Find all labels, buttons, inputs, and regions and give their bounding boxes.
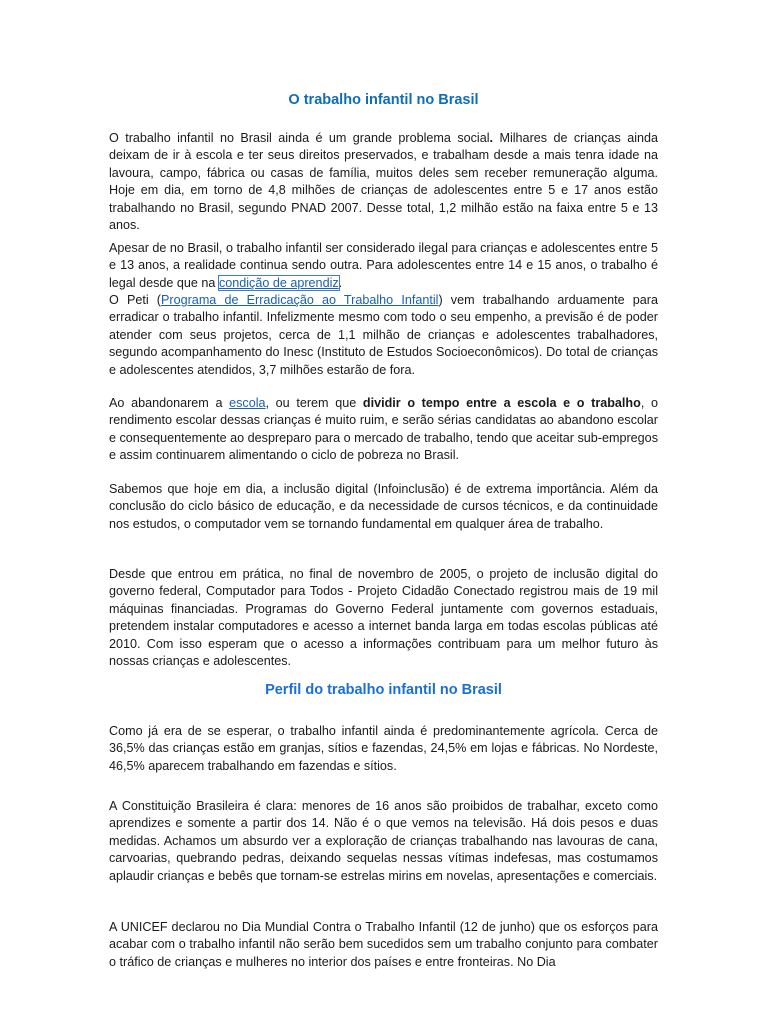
paragraph-legality (109, 240, 658, 292)
paragraph-legality-text: Apesar de no Brasil, o trabalho infantil ser considerado ilegal para crianças e adolescentes entre 5 e 13 anos, a realidade continua sendo outra. Para adolescentes entre 14 e 15 anos, o trabalho é legal desde que na (109, 241, 658, 290)
link-condicao-de-aprendiz[interactable]: condição de aprendiz (218, 275, 339, 290)
link-escola[interactable]: escola (229, 396, 266, 410)
paragraph-school-text-a: Ao abandonarem a (109, 396, 230, 410)
paragraph-school-text-b: , ou terem que (265, 396, 363, 410)
paragraph-intro-text-a: O trabalho infantil no Brasil ainda é um grande problema social (109, 131, 490, 145)
paragraph-intro-period: . (489, 131, 500, 145)
paragraph-peti-text-a: O Peti ( (109, 293, 162, 307)
page-title: O trabalho infantil no Brasil (288, 92, 479, 108)
paragraph-intro-text-b: Milhares de crianças ainda deixam de ir à escola e ter seus direitos preservados, e trabalham desde a mais tenra idade na lavoura, campo, fábrica ou casas de família, muitos deles sem receber remuneração alguma. Hoje em dia, em torno de 4,8 milhões de crianças de adolescentes entre 5 e 17 anos estão trabalhando no Brasil, segundo PNAD 2007. Desse total, 1,2 milhão estão na faixa entre 5 e 13 anos. (109, 131, 659, 233)
paragraph-school-text-c: , o rendimento escolar dessas crianças é muito ruim, e serão sérias candidatas ao abandono escolar e consequentemente ao despreparo para o mercado de trabalho, tendo que aceitar sub-empregos e assim continuarem alimentando o ciclo de pobreza no Brasil. (109, 396, 658, 463)
paragraph-agriculture: Como já era de se esperar, o trabalho infantil ainda é predominantemente agrícola. Cerca de 36,5% das crianças estão em granjas, sítios e fazendas, 24,5% em lojas e fábricas. No Nordeste, 46,5% aparecem trabalhando em fazendas e sítios. (109, 724, 658, 773)
paragraph-unicef: A UNICEF declarou no Dia Mundial Contra o Trabalho Infantil (12 de junho) que os esforços para acabar com o trabalho infantil não serão bem sucedidos sem um trabalho conjunto para combater o tráfico de crianças e mulheres no interior dos países e entre fronteiras. No Dia (109, 920, 658, 969)
paragraph-constitution: A Constituição Brasileira é clara: menores de 16 anos são proibidos de trabalhar, exceto como aprendizes e somente a partir dos 14. Não é o que vemos na televisão. Há dois pesos e duas medidas. Achamos um absurdo ver a exploração de crianças trabalhando nas lavouras de cana, carvoarias, quebrando pedras, deixando sequelas nessas vítimas indefesas, mas costumamos aplaudir crianças e bebês que tornam-se estrelas mirins em novelas, apresentações e comerciais. (109, 799, 658, 883)
paragraph-peti (109, 292, 658, 379)
paragraph-computador-para-todos: Desde que entrou em prática, no final de novembro de 2005, o projeto de inclusão digital do governo federal, Computador para Todos - Projeto Cidadão Conectado registrou mais de 19 mil máquinas financiadas. Programas do Governo Federal juntamente com governos estaduais, pretendem instalar computadores e acesso a internet banda larga em todas escolas públicas até 2010. Com isso esperam que o acesso a informações contribuam para um melhor futuro às nossas crianças e adolescentes. (109, 567, 658, 669)
paragraph-school (109, 395, 658, 465)
link-peti-program[interactable]: Programa de Erradicação ao Trabalho Infantil (161, 293, 439, 307)
paragraph-legality-end: . (338, 275, 343, 290)
paragraph-intro (109, 130, 658, 234)
paragraph-digital-inclusion: Sabemos que hoje em dia, a inclusão digital (Infoinclusão) é de extrema importância. Além da conclusão do ciclo básico de educação, e da necessidade de cursos técnicos, e da continuidade nos estudos, o computador vem se tornando fundamental em qualquer área de trabalho. (109, 482, 658, 531)
paragraph-peti-text-b: ) vem trabalhando arduamente para erradicar o trabalho infantil. Infelizmente mesmo com todo o seu empenho, a previsão é de poder atender com seus projetos, cerca de 1,1 milhão de crianças e adolescentes trabalhadores, segundo acompanhamento do Inesc (Instituto de Estudos Socioeconômicos). Do total de crianças e adolescentes atendidos, 3,7 milhões estarão de fora. (109, 293, 658, 377)
section-subtitle: Perfil do trabalho infantil no Brasil (265, 682, 502, 698)
paragraph-school-bold: dividir o tempo entre a escola e o trabalho (362, 396, 641, 410)
